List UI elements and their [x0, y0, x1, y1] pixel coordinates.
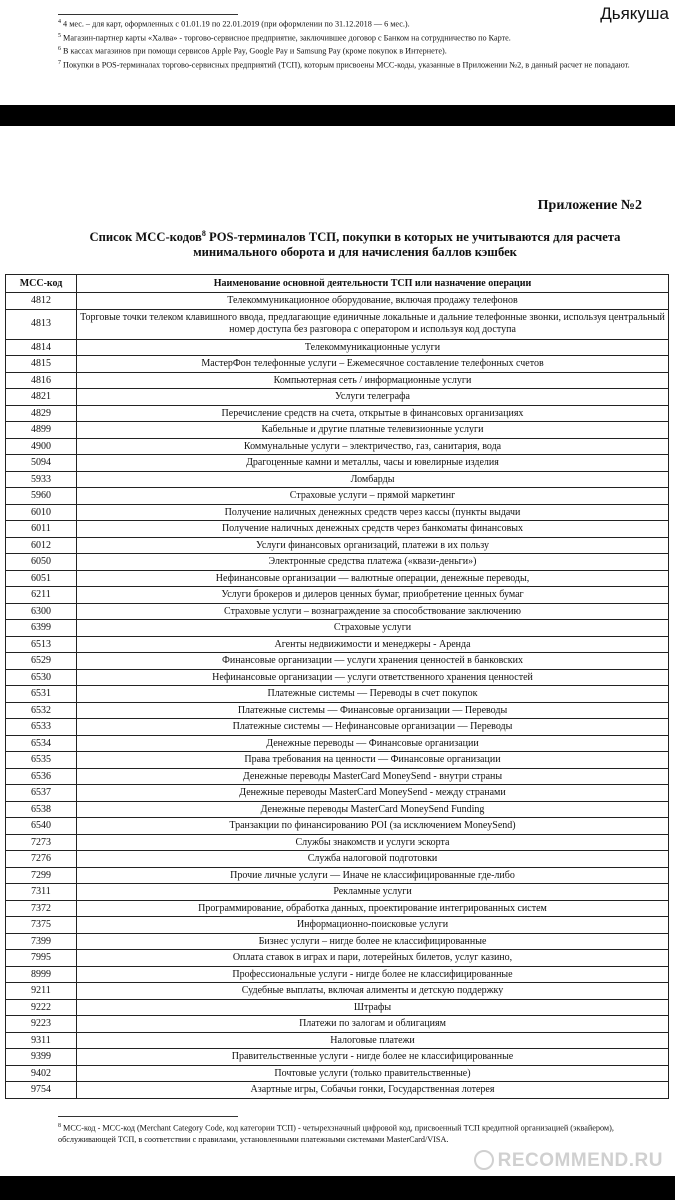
mcc-code-cell: 9223: [6, 1016, 77, 1033]
mcc-code-cell: 4813: [6, 309, 77, 339]
mcc-code-cell: 7299: [6, 867, 77, 884]
appendix-title: Приложение №2: [537, 198, 642, 213]
mcc-code-cell: 5960: [6, 488, 77, 505]
footnote-ref: 8: [201, 229, 206, 238]
footnote-text: Покупки в POS-терминалах торгово-сервисных предприятий (ТСП), которым присвоены МСС-коды, указанные в Приложении №2, в данный расчет не попадают.: [61, 60, 630, 70]
table-row: [6, 636, 669, 653]
description-cell: Прочие личные услуги — Иначе не классифицированные где-либо: [77, 867, 669, 884]
document-page: [0, 126, 675, 1176]
description-cell: Электронные средства платежа («квази-деньги»): [77, 554, 669, 571]
page-gap-band: [0, 105, 675, 126]
list-title-text: Список МСС-кодов: [89, 230, 202, 245]
list-title-text-rest: POS-терминалов ТСП, покупки в которых не учитываются для расчета минимального оборота и для начисления баллов кэшбек: [193, 230, 621, 260]
mcc-code-cell: 6529: [6, 653, 77, 670]
description-cell: Платежные системы — Нефинансовые организации — Переводы: [77, 719, 669, 736]
mcc-table: [5, 274, 669, 1099]
table-row: [6, 950, 669, 967]
table-row: [6, 1065, 669, 1082]
mcc-code-cell: 6050: [6, 554, 77, 571]
table-row: [6, 620, 669, 637]
mcc-code-cell: 6534: [6, 735, 77, 752]
mcc-code-cell: 9399: [6, 1049, 77, 1066]
table-row: [6, 309, 669, 339]
table-row: [6, 293, 669, 310]
mcc-code-cell: 7399: [6, 933, 77, 950]
description-cell: Штрафы: [77, 999, 669, 1016]
description-cell: Получение наличных денежных средств через кассы (пункты выдачи: [77, 504, 669, 521]
table-row: [6, 356, 669, 373]
mcc-code-cell: 4829: [6, 405, 77, 422]
description-cell: Страховые услуги – вознаграждение за способствование заключению: [77, 603, 669, 620]
footnote-text: Магазин-партнер карты «Халва» - торгово-сервисное предприятие, заключившее договор с Банком на сотрудничество по Карте.: [61, 33, 511, 43]
footnote-divider-bottom: [58, 1116, 238, 1117]
watermark: [474, 1150, 663, 1172]
description-cell: Денежные переводы — Финансовые организации: [77, 735, 669, 752]
description-cell: Профессиональные услуги - нигде более не классифицированные: [77, 966, 669, 983]
description-cell: Услуги брокеров и дилеров ценных бумаг, приобретение ценных бумаг: [77, 587, 669, 604]
table-row: [6, 768, 669, 785]
bottom-band: [0, 1176, 675, 1200]
description-cell: Службы знакомств и услуги эскорта: [77, 834, 669, 851]
description-cell: Страховые услуги: [77, 620, 669, 637]
footnote-text: 4 мес. – для карт, оформленных с 01.01.19 по 22.01.2019 (при оформлении по 31.12.2018 — 6 мес.).: [61, 19, 410, 29]
table-header-row: [6, 275, 669, 293]
mcc-code-cell: 6538: [6, 801, 77, 818]
mcc-code-cell: 9311: [6, 1032, 77, 1049]
table-row: [6, 455, 669, 472]
top-footnotes: [58, 17, 643, 71]
table-row: [6, 504, 669, 521]
description-cell: Права требования на ценности — Финансовые организации: [77, 752, 669, 769]
table-row: [6, 999, 669, 1016]
column-header-description: Наименование основной деятельности ТСП или назначение операции: [77, 275, 669, 293]
table-row: [6, 554, 669, 571]
bottom-footnote: [58, 1121, 648, 1145]
mcc-code-cell: 7273: [6, 834, 77, 851]
list-title: [55, 226, 655, 260]
mcc-code-cell: 6537: [6, 785, 77, 802]
table-row: [6, 603, 669, 620]
description-cell: Правительственные услуги - нигде более не классифицированные: [77, 1049, 669, 1066]
table-row: [6, 686, 669, 703]
description-cell: Телекоммуникационные услуги: [77, 339, 669, 356]
description-cell: Нефинансовые организации — услуги ответственного хранения ценностей: [77, 669, 669, 686]
description-cell: Страховые услуги – прямой маркетинг: [77, 488, 669, 505]
footnote-text: В кассах магазинов при помощи сервисов Apple Pay, Google Pay и Samsung Pay (кроме покупок в Интернете).: [61, 46, 447, 56]
table-row: [6, 900, 669, 917]
mcc-code-cell: 4815: [6, 356, 77, 373]
footnote-item: [58, 44, 643, 58]
description-cell: Программирование, обработка данных, проектирование интегрированных систем: [77, 900, 669, 917]
table-row: [6, 1032, 669, 1049]
table-row: [6, 372, 669, 389]
table-row: [6, 389, 669, 406]
table-row: [6, 851, 669, 868]
description-cell: МастерФон телефонные услуги – Ежемесячное составление телефонных счетов: [77, 356, 669, 373]
description-cell: Налоговые платежи: [77, 1032, 669, 1049]
table-row: [6, 752, 669, 769]
description-cell: Услуги финансовых организаций, платежи в их пользу: [77, 537, 669, 554]
table-row: [6, 537, 669, 554]
table-row: [6, 1049, 669, 1066]
description-cell: Платежные системы — Финансовые организации — Переводы: [77, 702, 669, 719]
description-cell: Оплата ставок в играх и пари, лотерейных билетов, услуг казино,: [77, 950, 669, 967]
mcc-code-cell: 7995: [6, 950, 77, 967]
description-cell: Почтовые услуги (только правительственные): [77, 1065, 669, 1082]
description-cell: Драгоценные камни и металлы, часы и ювелирные изделия: [77, 455, 669, 472]
description-cell: Ломбарды: [77, 471, 669, 488]
table-row: [6, 719, 669, 736]
mcc-code-cell: 6531: [6, 686, 77, 703]
footnote-item: [58, 17, 643, 31]
watermark-text: RECOMMEND.RU: [497, 1150, 663, 1171]
description-cell: Денежные переводы MasterCard MoneySend - между странами: [77, 785, 669, 802]
mcc-code-cell: 6010: [6, 504, 77, 521]
mcc-code-cell: 6535: [6, 752, 77, 769]
table-row: [6, 1016, 669, 1033]
mcc-code-cell: 4814: [6, 339, 77, 356]
description-cell: Служба налоговой подготовки: [77, 851, 669, 868]
table-row: [6, 867, 669, 884]
mcc-code-cell: 7372: [6, 900, 77, 917]
mcc-code-cell: 6532: [6, 702, 77, 719]
mcc-code-cell: 6012: [6, 537, 77, 554]
table-row: [6, 521, 669, 538]
table-row: [6, 702, 669, 719]
description-cell: Платежи по залогам и облигациям: [77, 1016, 669, 1033]
table-row: [6, 1082, 669, 1099]
table-row: [6, 834, 669, 851]
description-cell: Денежные переводы MasterCard MoneySend Funding: [77, 801, 669, 818]
description-cell: Транзакции по финансированию POI (за исключением MoneySend): [77, 818, 669, 835]
table-row: [6, 735, 669, 752]
description-cell: Нефинансовые организации — валютные операции, денежные переводы,: [77, 570, 669, 587]
previous-page-fragment: [0, 0, 675, 105]
table-row: [6, 785, 669, 802]
description-cell: Информационно-поисковые услуги: [77, 917, 669, 934]
table-row: [6, 966, 669, 983]
table-row: [6, 818, 669, 835]
mcc-code-cell: 7311: [6, 884, 77, 901]
mcc-code-cell: 5933: [6, 471, 77, 488]
watermark-logo-icon: [474, 1150, 494, 1170]
mcc-code-cell: 8999: [6, 966, 77, 983]
table-row: [6, 488, 669, 505]
table-row: [6, 653, 669, 670]
description-cell: Кабельные и другие платные телевизионные услуги: [77, 422, 669, 439]
description-cell: Азартные игры, Собачьи гонки, Государственная лотерея: [77, 1082, 669, 1099]
table-row: [6, 669, 669, 686]
description-cell: Торговые точки телеком клавишного ввода, предлагающие единичные локальные и дальние телефонные звонки, используя центральный номер доступа без разговора с оператором и используя код доступа: [77, 309, 669, 339]
mcc-code-cell: 6536: [6, 768, 77, 785]
table-row: [6, 801, 669, 818]
table-row: [6, 570, 669, 587]
footnote-item: [58, 58, 643, 72]
mcc-code-cell: 6540: [6, 818, 77, 835]
mcc-code-cell: 6011: [6, 521, 77, 538]
mcc-code-cell: 6211: [6, 587, 77, 604]
description-cell: Компьютерная сеть / информационные услуги: [77, 372, 669, 389]
table-row: [6, 438, 669, 455]
footnote-number: 4: [58, 19, 61, 25]
description-cell: Судебные выплаты, включая алименты и детскую поддержку: [77, 983, 669, 1000]
description-cell: Перечисление средств на счета, открытые в финансовых организациях: [77, 405, 669, 422]
mcc-code-cell: 7375: [6, 917, 77, 934]
footnote-number: 6: [58, 46, 61, 53]
mcc-code-cell: 4812: [6, 293, 77, 310]
description-cell: Агенты недвижимости и менеджеры - Аренда: [77, 636, 669, 653]
description-cell: Денежные переводы MasterCard MoneySend - внутри страны: [77, 768, 669, 785]
description-cell: Бизнес услуги – нигде более не классифицированные: [77, 933, 669, 950]
mcc-code-cell: 4816: [6, 372, 77, 389]
footnote-number: 7: [58, 59, 61, 66]
mcc-code-cell: 9222: [6, 999, 77, 1016]
description-cell: Финансовые организации — услуги хранения ценностей в банковских: [77, 653, 669, 670]
column-header-code: МСС-код: [6, 275, 77, 293]
table-row: [6, 587, 669, 604]
table-row: [6, 983, 669, 1000]
mcc-code-cell: 6051: [6, 570, 77, 587]
footnote-number: 5: [58, 32, 61, 39]
table-row: [6, 405, 669, 422]
mcc-code-cell: 6533: [6, 719, 77, 736]
mcc-code-cell: 9211: [6, 983, 77, 1000]
table-row: [6, 933, 669, 950]
username-label: Дьякуша: [600, 4, 669, 23]
description-cell: Платежные системы — Переводы в счет покупок: [77, 686, 669, 703]
description-cell: Рекламные услуги: [77, 884, 669, 901]
description-cell: Коммунальные услуги – электричество, газ, санитария, вода: [77, 438, 669, 455]
footnote-number: 8: [58, 1123, 61, 1129]
footnote-text: МСС-код - МСС-код (Merchant Category Code, код категории ТСП) - четырехзначный цифровой код, присвоенный ТСП кредитной организацией (эквайером), обслуживающей ТСП, в соответствии с правилами, установленными платежными системами MasterCard/VISA.: [58, 1123, 614, 1144]
description-cell: Получение наличных денежных средств через банкоматы финансовых: [77, 521, 669, 538]
description-cell: Телекоммуникационное оборудование, включая продажу телефонов: [77, 293, 669, 310]
mcc-code-cell: 6399: [6, 620, 77, 637]
footnote-divider: [58, 14, 238, 15]
mcc-code-cell: 9402: [6, 1065, 77, 1082]
table-row: [6, 884, 669, 901]
mcc-code-cell: 5094: [6, 455, 77, 472]
mcc-code-cell: 4899: [6, 422, 77, 439]
mcc-code-cell: 6300: [6, 603, 77, 620]
table-row: [6, 339, 669, 356]
mcc-code-cell: 9754: [6, 1082, 77, 1099]
table-row: [6, 471, 669, 488]
mcc-code-cell: 6513: [6, 636, 77, 653]
mcc-code-cell: 7276: [6, 851, 77, 868]
footnote-item: [58, 31, 643, 45]
table-row: [6, 917, 669, 934]
table-row: [6, 422, 669, 439]
mcc-code-cell: 4821: [6, 389, 77, 406]
mcc-code-cell: 6530: [6, 669, 77, 686]
description-cell: Услуги телеграфа: [77, 389, 669, 406]
mcc-code-cell: 4900: [6, 438, 77, 455]
